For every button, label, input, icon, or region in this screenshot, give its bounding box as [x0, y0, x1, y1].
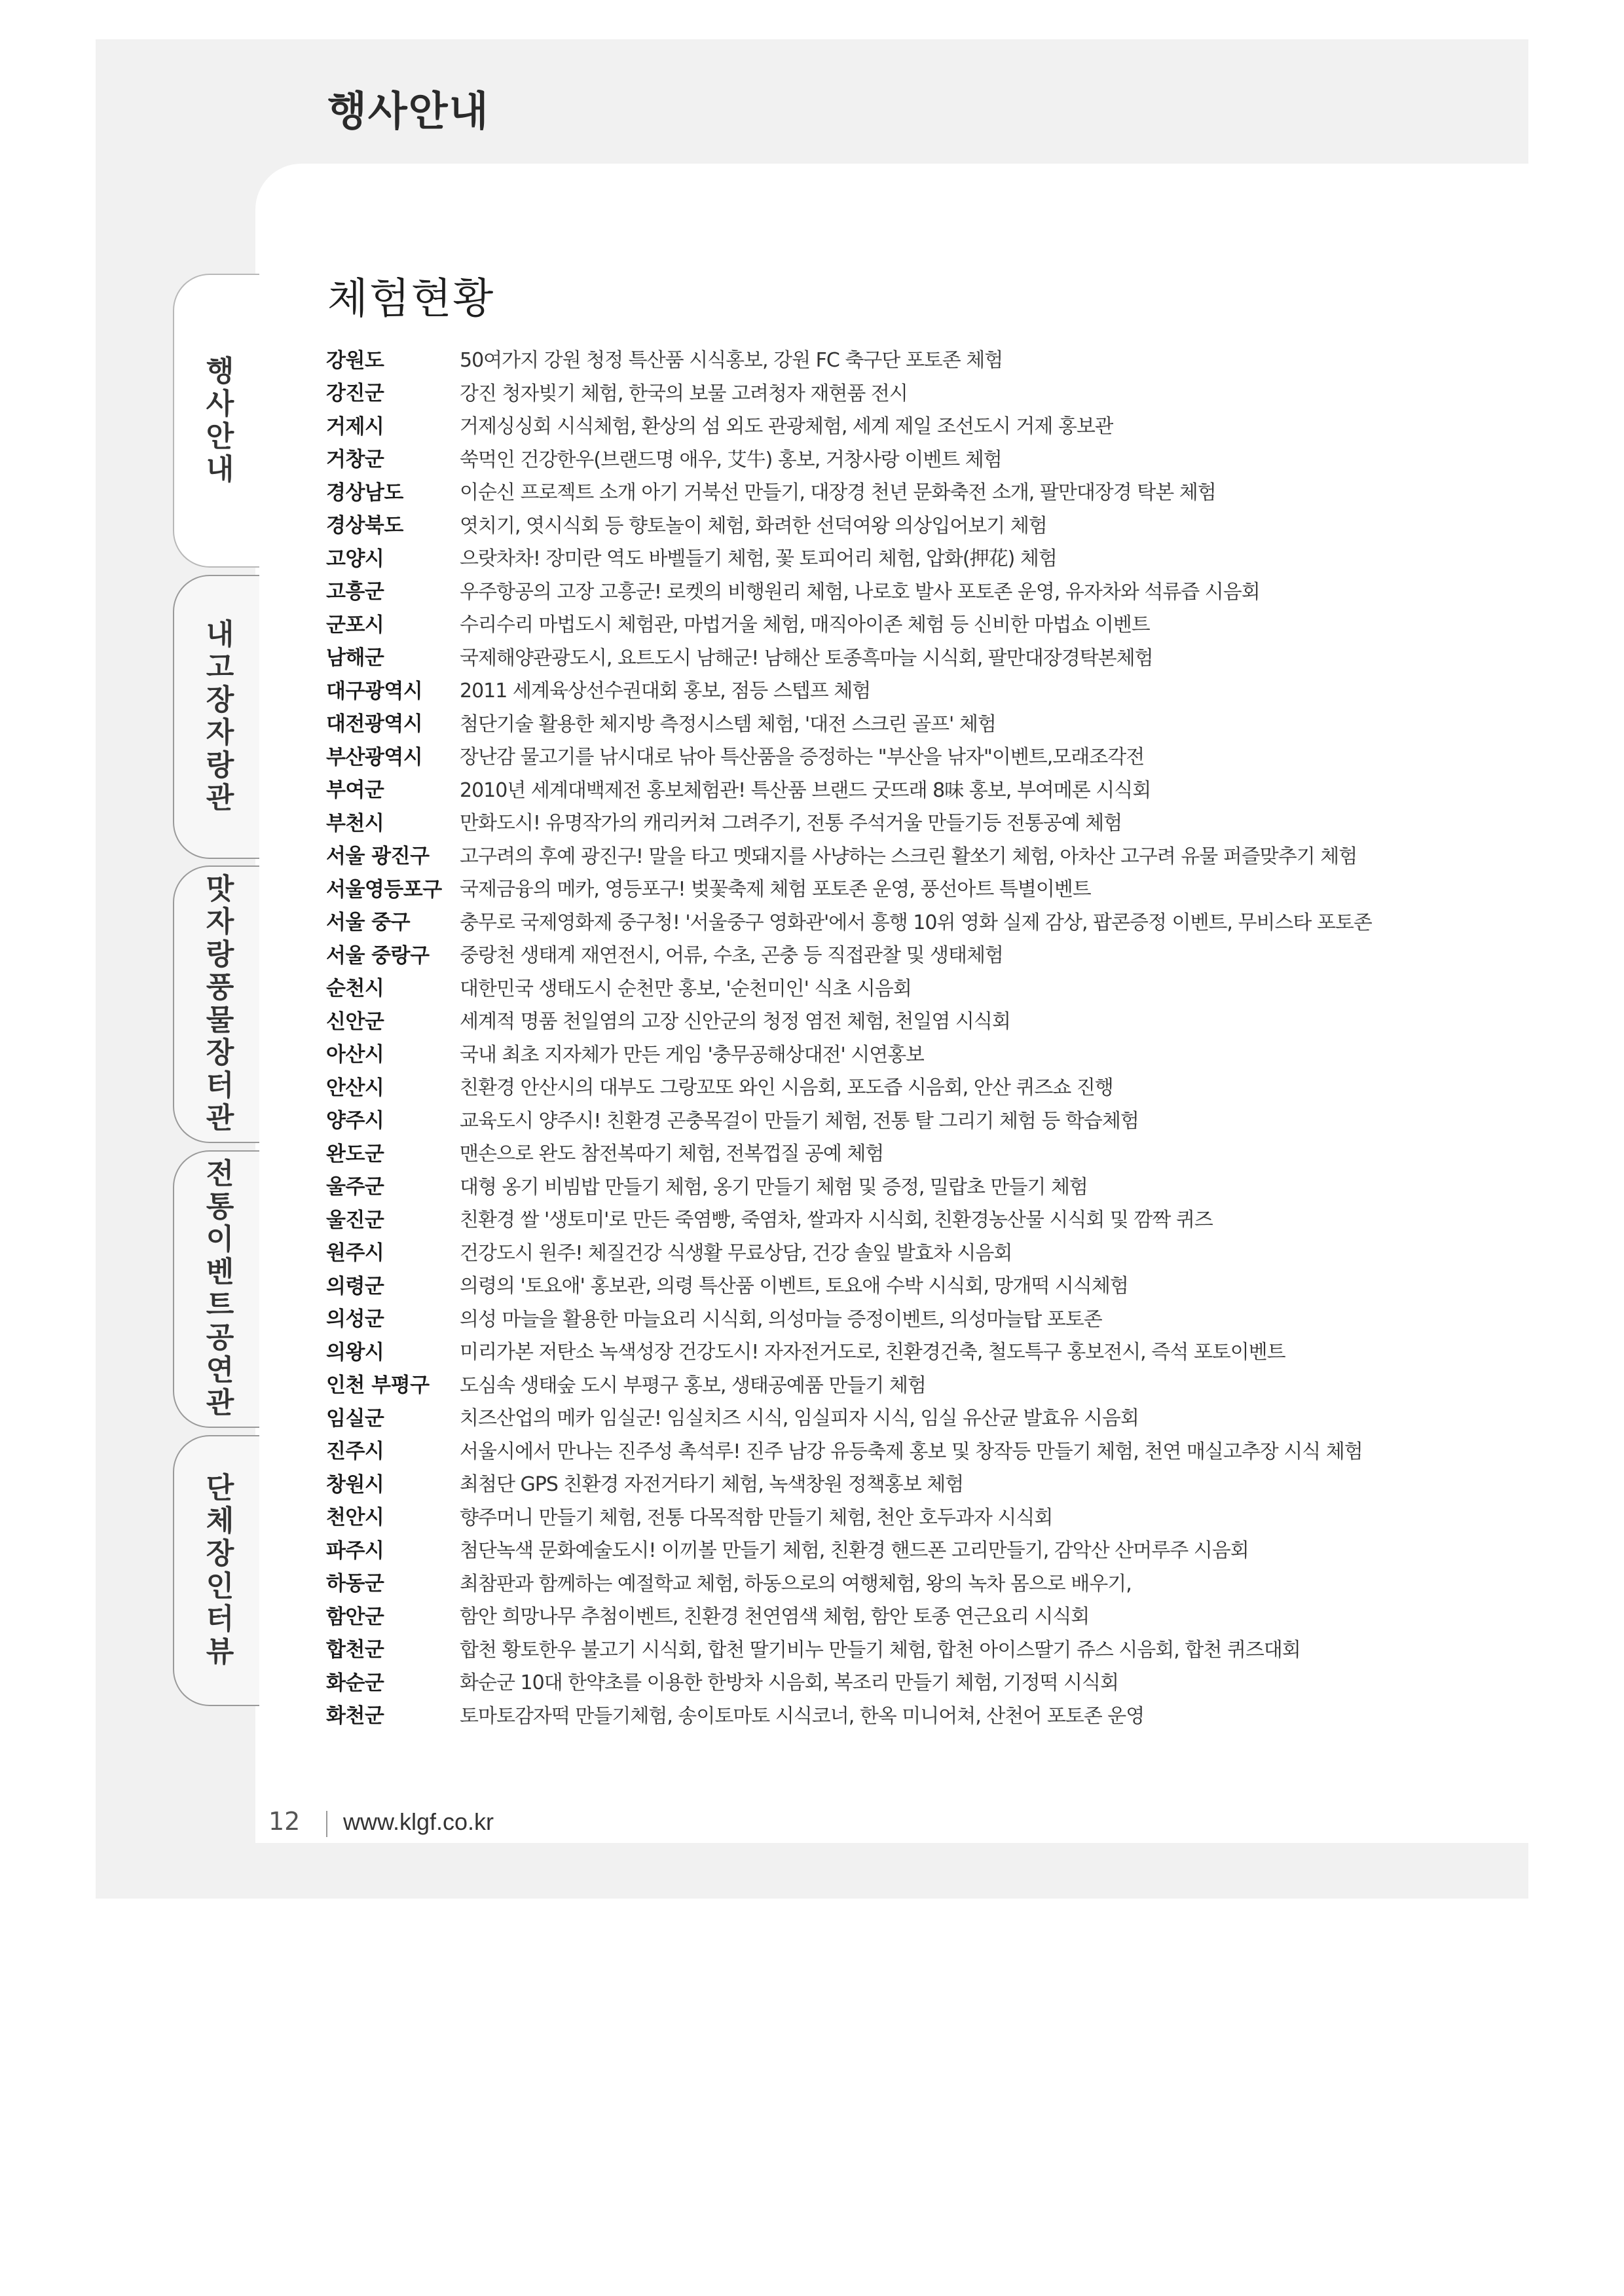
- experience-description: 장난감 물고기를 낚시대로 낚아 특산품을 증정하는 "부산을 낚자"이벤트,모래조각전: [460, 746, 1145, 769]
- list-item: [326, 1135, 1466, 1169]
- experience-description: 최참판과 함께하는 예절학교 체험, 하동으로의 여행체험, 왕의 녹차 몸으로 배우기,: [460, 1572, 1132, 1595]
- region-name: 양주시: [326, 1109, 384, 1133]
- list-item: [326, 1664, 1466, 1698]
- experience-description: 으랏차차! 장미란 역도 바벨들기 체험, 꽃 토피어리 체험, 압화(押花) 체험: [460, 547, 1057, 571]
- list-item: [326, 871, 1466, 904]
- list-item: [326, 1565, 1466, 1599]
- list-item: [326, 1631, 1466, 1665]
- region-name: 서울 중랑구: [326, 943, 430, 968]
- region-name: 부천시: [326, 811, 384, 835]
- experience-description: 수리수리 마법도시 체험관, 마법거울 체험, 매직아이존 체험 등 신비한 마법쇼 이벤트: [460, 613, 1150, 637]
- experience-description: 치즈산업의 메카 임실군! 임실치즈 시식, 임실피자 시식, 임실 유산균 발효유 시음회: [460, 1407, 1139, 1430]
- experience-description: 도심속 생태숲 도시 부평구 홍보, 생태공예품 만들기 체험: [460, 1374, 926, 1397]
- region-name: 완도군: [326, 1142, 384, 1166]
- side-tab-label: 행사안내: [200, 355, 234, 486]
- region-name: 고양시: [326, 547, 384, 571]
- experience-description: 2010년 세계대백제전 홍보체험관! 특산품 브랜드 굿뜨래 8味 홍보, 부여메론 시식회: [460, 778, 1151, 802]
- region-name: 임실군: [326, 1406, 384, 1430]
- region-name: 인천 부평구: [326, 1374, 430, 1398]
- page-number: 12: [268, 1807, 301, 1836]
- region-name: 거창군: [326, 448, 384, 472]
- list-item: [326, 706, 1466, 739]
- region-name: 진주시: [326, 1440, 384, 1464]
- region-name: 화천군: [326, 1704, 384, 1728]
- experience-description: 충무로 국제영화제 중구청! '서울중구 영화관'에서 흥행 10위 영화 실제 감상, 팝콘증정 이벤트, 무비스타 포토존: [460, 911, 1372, 934]
- experience-description: 최첨단 GPS 친환경 자전거타기 체험, 녹색창원 정책홍보 체험: [460, 1473, 964, 1497]
- footer-divider: [326, 1811, 327, 1837]
- experience-description: 첨단기술 활용한 체지방 측정시스템 체험, '대전 스크린 골프' 체험: [460, 712, 996, 736]
- list-item: [326, 474, 1466, 507]
- list-item: [326, 904, 1466, 938]
- region-name: 대전광역시: [326, 712, 423, 737]
- list-item: [326, 937, 1466, 970]
- header-title: 행사안내: [327, 87, 490, 135]
- experience-description: 서울시에서 만나는 진주성 촉석루! 진주 남강 유등축제 홍보 및 창작등 만들기 체험, 천연 매실고추장 시식 체험: [460, 1440, 1363, 1463]
- list-item: [326, 408, 1466, 441]
- list-item: [326, 1698, 1466, 1731]
- region-name: 경상북도: [326, 514, 403, 538]
- experience-description: 쑥먹인 건강한우(브랜드명 애우, 艾牛) 홍보, 거창사랑 이벤트 체험: [460, 448, 1002, 471]
- region-name: 하동군: [326, 1572, 384, 1596]
- experience-description: 국제금융의 메카, 영등포구! 벚꽃축제 체험 포토존 운영, 풍선아트 특별이벤트: [460, 878, 1091, 902]
- region-name: 의령군: [326, 1274, 384, 1298]
- region-name: 의왕시: [326, 1340, 384, 1364]
- side-tab-label: 전통이벤트공연관: [200, 1158, 234, 1420]
- experience-description: 교육도시 양주시! 친환경 곤충목걸이 만들기 체험, 전통 탈 그리기 체험 등 학습체험: [460, 1109, 1139, 1133]
- region-name: 군포시: [326, 613, 384, 637]
- side-tab-label: 단체장인터뷰: [200, 1472, 234, 1669]
- list-item: [326, 342, 1466, 375]
- experience-description: 국내 최초 지자체가 만든 게임 '충무공해상대전' 시연홍보: [460, 1043, 925, 1066]
- list-item: [326, 1334, 1466, 1367]
- list-item: [326, 772, 1466, 805]
- list-item: [326, 640, 1466, 673]
- experience-description: 친환경 안산시의 대부도 그랑꼬또 와인 시음회, 포도즙 시음회, 안산 퀴즈쇼 진행: [460, 1076, 1113, 1100]
- list-item: [326, 1102, 1466, 1136]
- experience-description: 고구려의 후예 광진구! 말을 타고 멧돼지를 사냥하는 스크린 활쏘기 체험, 아차산 고구려 유물 퍼즐맞추기 체험: [460, 845, 1357, 868]
- list-item: [326, 1301, 1466, 1334]
- region-name: 화순군: [326, 1671, 384, 1695]
- list-item: [326, 1367, 1466, 1400]
- list-item: [326, 738, 1466, 772]
- list-item: [326, 838, 1466, 871]
- experience-description: 강진 청자빚기 체험, 한국의 보물 고려청자 재현품 전시: [460, 382, 908, 405]
- experience-description: 맨손으로 완도 참전복따기 체험, 전복껍질 공예 체험: [460, 1142, 884, 1166]
- list-item: [326, 1201, 1466, 1235]
- experience-description: 거제싱싱회 시식체험, 환상의 섬 외도 관광체험, 세계 제일 조선도시 거제 홍보관: [460, 415, 1113, 439]
- region-name: 순천시: [326, 977, 384, 1001]
- experience-description: 대형 옹기 비빔밥 만들기 체험, 옹기 만들기 체험 및 증정, 밀랍초 만들기 체험: [460, 1175, 1088, 1199]
- region-name: 서울 중구: [326, 911, 411, 935]
- experience-description: 국제해양관광도시, 요트도시 남해군! 남해산 토종흑마늘 시식회, 팔만대장경탁본체험: [460, 646, 1153, 670]
- side-tab-label: 맛자랑풍물장터관: [200, 873, 234, 1135]
- region-name: 강원도: [326, 348, 384, 373]
- experience-list: [326, 342, 1466, 1730]
- region-name: 서울 광진구: [326, 845, 430, 869]
- region-name: 서울영등포구: [326, 877, 442, 902]
- list-item: [326, 375, 1466, 409]
- list-item: [326, 1235, 1466, 1268]
- list-item: [326, 1532, 1466, 1565]
- region-name: 의성군: [326, 1307, 384, 1332]
- side-tab-label: 내고장자랑관: [200, 619, 234, 815]
- list-item: [326, 606, 1466, 640]
- region-name: 강진군: [326, 382, 384, 406]
- experience-description: 미리가본 저탄소 녹색성장 건강도시! 자자전거도로, 친환경건축, 철도특구 홍보전시, 즉석 포토이벤트: [460, 1341, 1285, 1364]
- experience-description: 대한민국 생태도시 순천만 홍보, '순천미인' 식초 시음회: [460, 977, 912, 1000]
- region-name: 함안군: [326, 1605, 384, 1629]
- region-name: 천안시: [326, 1506, 384, 1530]
- list-item: [326, 672, 1466, 706]
- side-tab-interviews[interactable]: [173, 1435, 259, 1706]
- experience-description: 화순군 10대 한약초를 이용한 한방차 시음회, 복조리 만들기 체험, 기정떡 시식회: [460, 1671, 1118, 1695]
- list-item: [326, 1069, 1466, 1102]
- experience-description: 2011 세계육상선수권대회 홍보, 점등 스텝프 체험: [460, 680, 871, 703]
- list-item: [326, 1400, 1466, 1433]
- region-name: 안산시: [326, 1076, 384, 1100]
- list-item: [326, 1433, 1466, 1467]
- region-name: 신안군: [326, 1010, 384, 1034]
- list-item: [326, 1499, 1466, 1533]
- list-item: [326, 1169, 1466, 1202]
- region-name: 경상남도: [326, 481, 403, 505]
- list-item: [326, 540, 1466, 574]
- list-item: [326, 441, 1466, 475]
- experience-description: 세계적 명품 천일염의 고장 신안군의 청정 염전 체험, 천일염 시식회: [460, 1010, 1010, 1034]
- section-title: 체험현황: [327, 275, 495, 323]
- region-name: 합천군: [326, 1638, 384, 1662]
- experience-description: 엿치기, 엿시식회 등 향토놀이 체험, 화려한 선덕여왕 의상입어보기 체험: [460, 514, 1047, 538]
- side-tab-traditional-events[interactable]: [173, 1150, 259, 1428]
- region-name: 부여군: [326, 778, 384, 803]
- experience-description: 합천 황토한우 불고기 시식회, 합천 딸기비누 만들기 체험, 합천 아이스딸기 쥬스 시음회, 합천 퀴즈대회: [460, 1638, 1301, 1662]
- experience-description: 우주항공의 고장 고흥군! 로켓의 비행원리 체험, 나로호 발사 포토존 운영, 유자차와 석류즙 시음회: [460, 580, 1260, 604]
- region-name: 대구광역시: [326, 679, 423, 703]
- region-name: 울주군: [326, 1175, 384, 1199]
- region-name: 울진군: [326, 1208, 384, 1232]
- experience-description: 첨단녹색 문화예술도시! 이끼볼 만들기 체험, 친환경 핸드폰 고리만들기, 감악산 산머루주 시음회: [460, 1539, 1249, 1563]
- list-item: [326, 1598, 1466, 1631]
- experience-description: 의성 마늘을 활용한 마늘요리 시식회, 의성마늘 증정이벤트, 의성마늘탑 포토존: [460, 1307, 1102, 1331]
- website-url: www.klgf.co.kr: [343, 1808, 494, 1835]
- experience-description: 만화도시! 유명작가의 캐리커쳐 그려주기, 전통 주석거울 만들기등 전통공예 체험: [460, 812, 1122, 835]
- list-item: [326, 970, 1466, 1004]
- side-tab-local-pride[interactable]: [173, 575, 259, 859]
- experience-description: 함안 희망나무 추첨이벤트, 친환경 천연염색 체험, 함안 토종 연근요리 시식회: [460, 1605, 1090, 1629]
- region-name: 부산광역시: [326, 745, 423, 769]
- region-name: 원주시: [326, 1241, 384, 1266]
- region-name: 파주시: [326, 1539, 384, 1563]
- list-item: [326, 1267, 1466, 1301]
- experience-description: 중랑천 생태계 재연전시, 어류, 수초, 곤충 등 직접관찰 및 생태체험: [460, 944, 1003, 968]
- region-name: 고흥군: [326, 580, 384, 604]
- experience-description: 토마토감자떡 만들기체험, 송이토마토 시식코너, 한옥 미니어쳐, 산천어 포토존 운영: [460, 1704, 1145, 1728]
- list-item: [326, 1036, 1466, 1070]
- experience-description: 친환경 쌀 '생토미'로 만든 죽염빵, 죽염차, 쌀과자 시식회, 친환경농산물 시식회 및 깜짝 퀴즈: [460, 1209, 1213, 1232]
- region-name: 아산시: [326, 1043, 384, 1067]
- experience-description: 이순신 프로젝트 소개 아기 거북선 만들기, 대장경 천년 문화축전 소개, 팔만대장경 탁본 체험: [460, 481, 1216, 505]
- side-tab-food-market[interactable]: [173, 866, 259, 1143]
- region-name: 창원시: [326, 1472, 384, 1497]
- list-item: [326, 507, 1466, 541]
- experience-description: 50여가지 강원 청정 특산품 시식홍보, 강원 FC 축구단 포토존 체험: [460, 349, 1003, 373]
- experience-description: 향주머니 만들기 체험, 전통 다목적함 만들기 체험, 천안 호두과자 시식회: [460, 1506, 1053, 1529]
- region-name: 거제시: [326, 414, 384, 439]
- list-item: [326, 805, 1466, 838]
- list-item: [326, 1466, 1466, 1499]
- list-item: [326, 574, 1466, 607]
- side-tab-event-info[interactable]: [173, 274, 259, 568]
- experience-description: 건강도시 원주! 체질건강 식생활 무료상담, 건강 솔잎 발효차 시음회: [460, 1241, 1012, 1265]
- region-name: 남해군: [326, 646, 384, 670]
- experience-description: 의령의 '토요애' 홍보관, 의령 특산품 이벤트, 토요애 수박 시식회, 망개떡 시식체험: [460, 1275, 1128, 1298]
- list-item: [326, 1003, 1466, 1036]
